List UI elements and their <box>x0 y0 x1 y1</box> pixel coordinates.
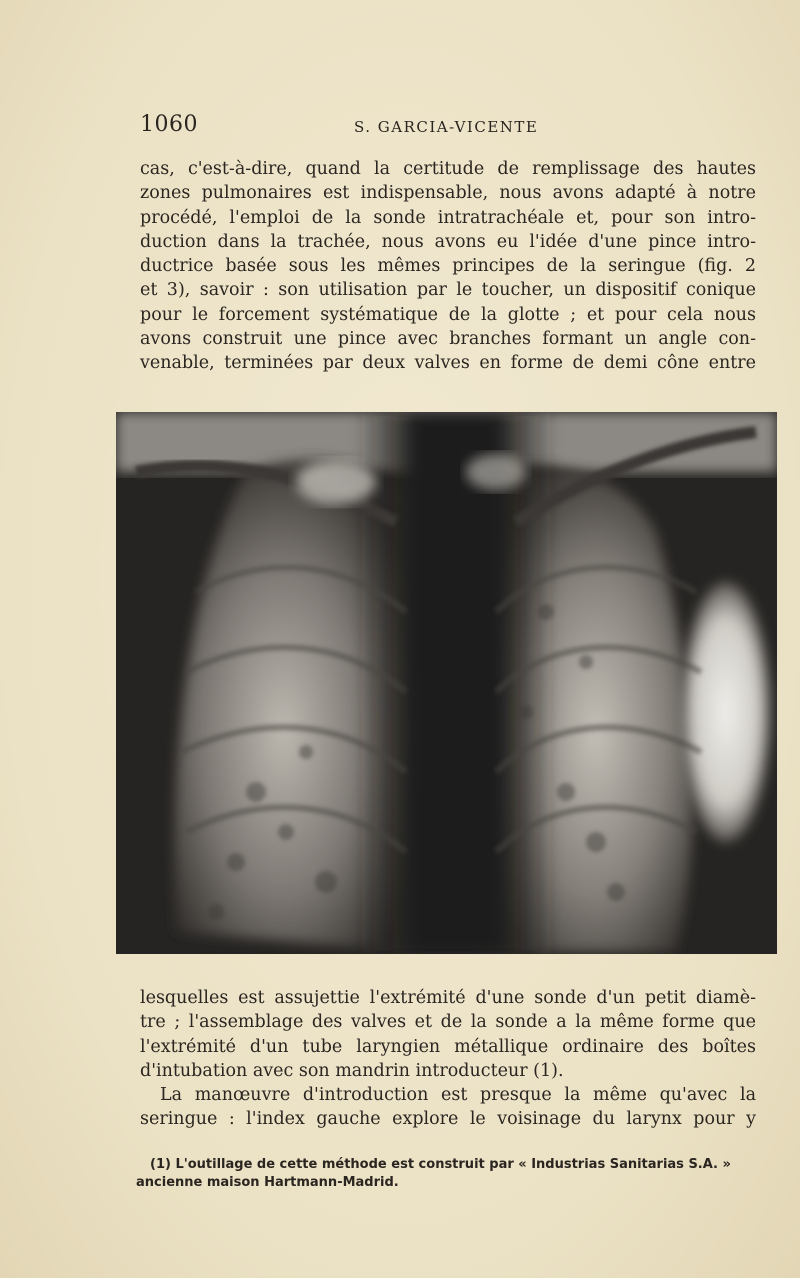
text-line: et 3), savoir : son utilisation par le toucher, un dispositif conique <box>140 280 756 301</box>
footnote-line: (1) L'outillage de cette méthode est construit par « Industrias Sanitarias S.A. » <box>150 1157 731 1172</box>
xray-image <box>116 412 777 954</box>
text-line: venable, terminées par deux valves en forme de demi cône entre <box>140 353 756 374</box>
chest-xray-figure <box>116 412 777 954</box>
page-number: 1060 <box>140 112 198 137</box>
body-paragraph-top <box>140 157 756 376</box>
text-line: cas, c'est-à-dire, quand la certitude de remplissage des hautes <box>140 159 756 179</box>
text-line: d'intubation avec son mandrin introducteur (1). <box>140 1060 564 1081</box>
text-line: procédé, l'emploi de la sonde intratrachéale et, pour son intro- <box>140 207 756 228</box>
running-head: S. GARCIA-VICENTE <box>354 118 539 136</box>
body-paragraph-bottom <box>140 986 756 1132</box>
text-line: tre ; l'assemblage des valves et de la sonde a la même forme que <box>140 1012 756 1033</box>
text-line: seringue : l'index gauche explore le voisinage du larynx pour y <box>140 1109 756 1130</box>
text-line: zones pulmonaires est indispensable, nous avons adapté à notre <box>140 183 756 204</box>
footnote <box>136 1156 756 1192</box>
footnote-line: ancienne maison Hartmann-Madrid. <box>136 1175 399 1190</box>
text-line: l'extrémité d'un tube laryngien métallique ordinaire des boîtes <box>140 1036 756 1057</box>
text-line: avons construit une pince avec branches formant un angle con- <box>140 329 756 350</box>
text-line: duction dans la trachée, nous avons eu l'idée d'une pince intro- <box>140 231 756 252</box>
text-line: pour le forcement systématique de la glotte ; et pour cela nous <box>140 304 756 325</box>
text-line: ductrice basée sous les mêmes principes de la seringue (fig. 2 <box>140 256 756 277</box>
text-line: La manœuvre d'introduction est presque la même qu'avec la <box>160 1085 756 1106</box>
page-header <box>140 112 756 148</box>
text-line: lesquelles est assujettie l'extrémité d'une sonde d'un petit diamè- <box>140 988 756 1008</box>
